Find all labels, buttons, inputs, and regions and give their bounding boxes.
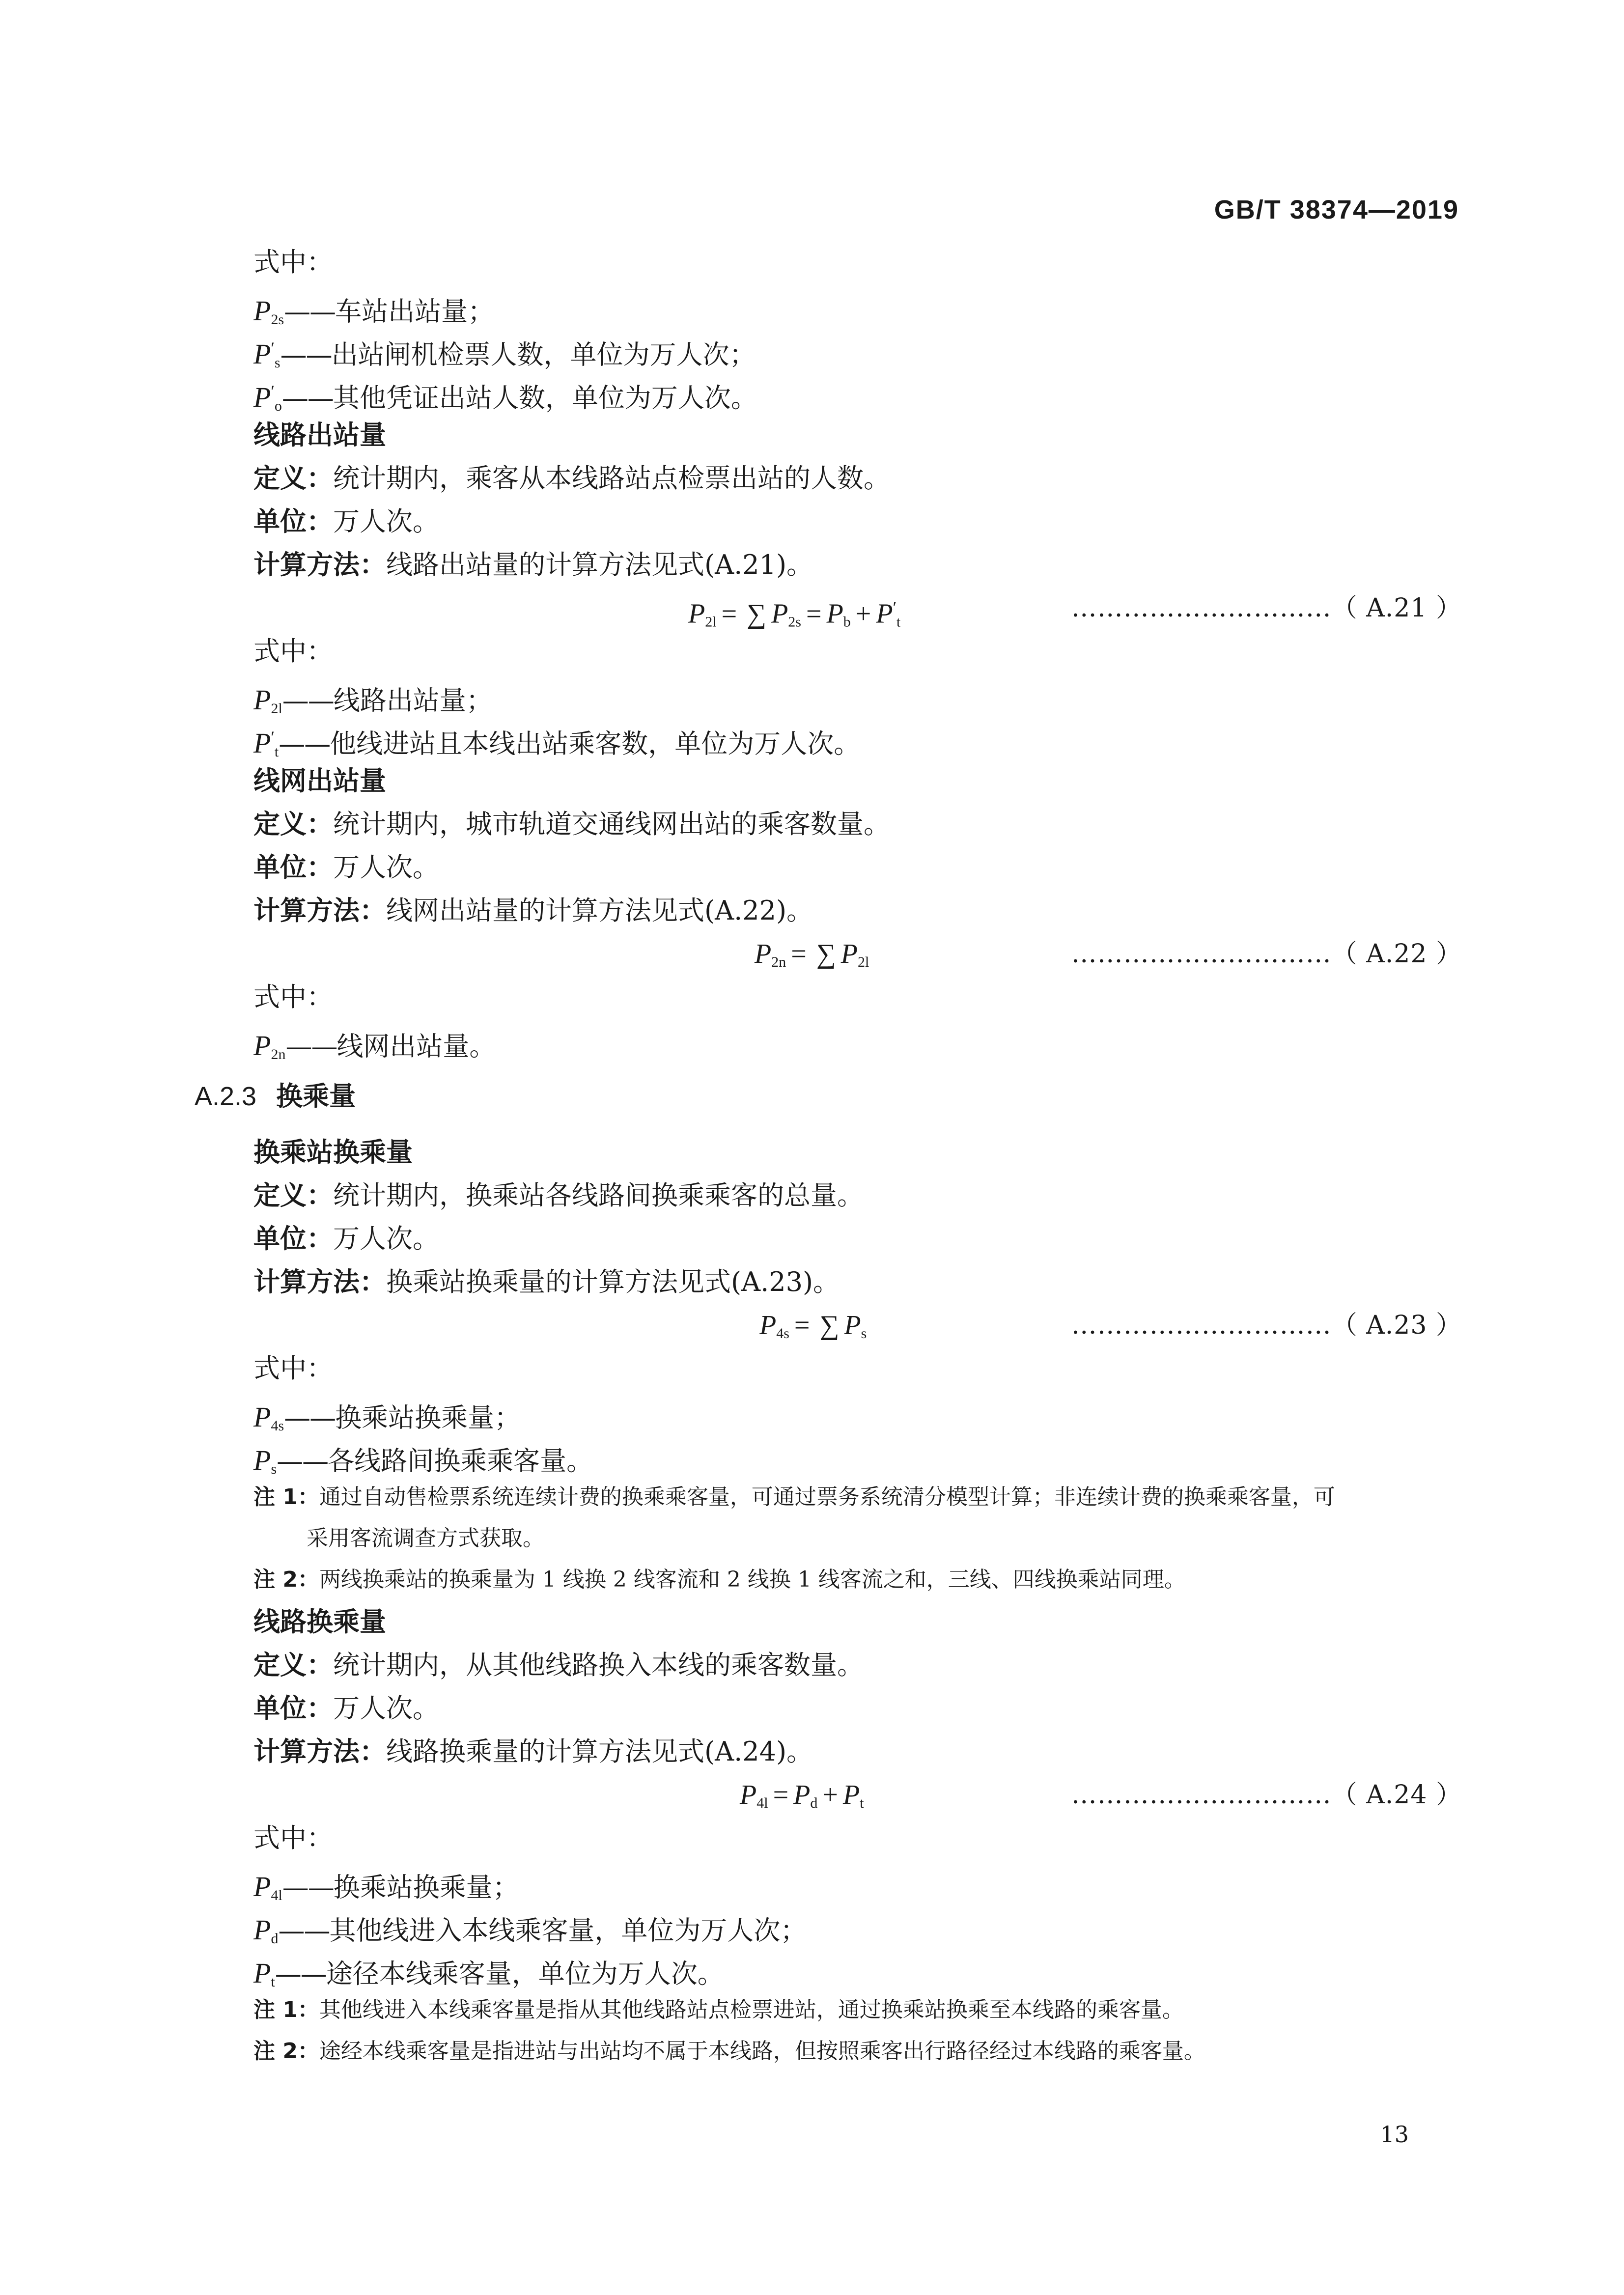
term-title-line-exit: 线路出站量 xyxy=(253,420,386,450)
definition-line: 定义：统计期内，城市轨道交通线网出站的乘客数量。 xyxy=(253,809,890,840)
variable-symbol: $P_{2l}$ xyxy=(253,684,282,717)
variable-symbol: $P'_s$ xyxy=(253,338,280,371)
term-title-line-transfer: 线路换乘量 xyxy=(253,1606,386,1637)
formula-number: …………………………（ A.21 ） xyxy=(1071,593,1462,623)
formula-expression: $P_{2n}$ = ∑ $P_{2l}$ xyxy=(755,939,869,970)
standard-code-header: GB/T 38374—2019 xyxy=(1214,195,1459,224)
method-line: 计算方法：换乘站换乘量的计算方法见式(A.23)。 xyxy=(253,1266,840,1297)
unit-line: 单位：万人次。 xyxy=(253,1223,439,1254)
variable-definition: $P_{2s}——$车站出站量； xyxy=(253,295,495,328)
variable-symbol: $P_{4l}$ xyxy=(253,1871,282,1904)
variable-definition: $P'_o——$其他凭证出站人数，单位为万人次。 xyxy=(253,381,757,415)
formula-a22 xyxy=(195,932,1462,976)
formula-expression: $P_{4s}$ = ∑ $P_s$ xyxy=(759,1310,867,1342)
page-number: 13 xyxy=(1380,2121,1409,2148)
method-line: 计算方法：线路换乘量的计算方法见式(A.24)。 xyxy=(253,1736,813,1767)
term-title-network-exit: 线网出站量 xyxy=(253,765,386,796)
where-label: 式中： xyxy=(253,981,333,1012)
variable-symbol: $P_t$ xyxy=(253,1957,275,1990)
section-heading xyxy=(195,1062,1462,1131)
variable-symbol: $P_{2n}$ xyxy=(253,1030,286,1063)
formula-a23 xyxy=(195,1304,1462,1347)
variable-definition: $P'_s——$出站闸机检票人数，单位为万人次； xyxy=(253,338,756,371)
variable-definition: $P'_t——$他线进站且本线出站乘客数，单位为万人次。 xyxy=(253,727,861,760)
where-label: 式中： xyxy=(253,247,333,278)
section-number: A.2.3 xyxy=(195,1082,257,1111)
variable-definition: $P_s——$各线路间换乘乘客量。 xyxy=(253,1444,593,1478)
unit-line: 单位：万人次。 xyxy=(253,506,439,537)
formula-a21 xyxy=(195,587,1462,630)
note-1: 注 1：通过自动售检票系统连续计费的换乘乘客量，可通过票务系统清分模型计算；非连续计费的换乘乘客量，可 采用客流调查方式获取。 xyxy=(253,1484,1335,1551)
term-title-station-transfer: 换乘站换乘量 xyxy=(253,1137,413,1168)
formula-expression: $P_{2l}$ = ∑ $P_{2s} = P_b + P'_t$ xyxy=(688,598,901,630)
variable-definition: $P_{4l}——$换乘站换乘量； xyxy=(253,1871,519,1904)
variable-definition: $P_{2n}——$线网出站量。 xyxy=(253,1030,496,1063)
variable-definition: $P_{4s}——$换乘站换乘量； xyxy=(253,1401,521,1434)
method-line: 计算方法：线路出站量的计算方法见式(A.21)。 xyxy=(253,549,813,580)
formula-expression: $P_{4l} = P_d + P_t$ xyxy=(740,1780,864,1811)
unit-line: 单位：万人次。 xyxy=(253,1693,439,1724)
note-2: 注 2：两线换乘站的换乘量为 1 线换 2 线客流和 2 线换 1 线客流之和，三线、四线换乘站同理。 xyxy=(253,1567,1186,1592)
variable-symbol: $P_d$ xyxy=(253,1914,279,1947)
formula-a24 xyxy=(195,1773,1462,1817)
method-line: 计算方法：线网出站量的计算方法见式(A.22)。 xyxy=(253,895,813,926)
variable-symbol: $P'_o$ xyxy=(253,381,282,415)
unit-line: 单位：万人次。 xyxy=(253,852,439,883)
variable-symbol: $P_{4s}$ xyxy=(253,1401,284,1434)
section-title: 换乘量 xyxy=(276,1081,356,1112)
variable-symbol: $P_{2s}$ xyxy=(253,295,284,328)
formula-number: …………………………（ A.23 ） xyxy=(1071,1311,1462,1340)
definition-line: 定义：统计期内，换乘站各线路间换乘乘客的总量。 xyxy=(253,1180,864,1211)
where-label: 式中： xyxy=(253,636,333,667)
definition-line: 定义：统计期内，乘客从本线路站点检票出站的人数。 xyxy=(253,463,890,494)
note-2: 注 2：途经本线乘客量是指进站与出站均不属于本线路，但按照乘客出行路径经过本线路的乘客量。 xyxy=(253,2039,1205,2064)
note-1: 注 1：其他线进入本线乘客量是指从其他线路站点检票进站，通过换乘站换乘至本线路的乘客量。 xyxy=(253,1997,1184,2022)
variable-symbol: $P_s$ xyxy=(253,1444,277,1478)
formula-number: …………………………（ A.24 ） xyxy=(1071,1780,1462,1810)
definition-line: 定义：统计期内，从其他线路换入本线的乘客数量。 xyxy=(253,1650,864,1680)
variable-definition: $P_t——$途径本线乘客量，单位为万人次。 xyxy=(253,1957,724,1990)
variable-definition: $P_{2l}——$线路出站量； xyxy=(253,684,493,717)
formula-number: …………………………（ A.22 ） xyxy=(1071,939,1462,969)
document-body xyxy=(195,241,1462,2072)
where-label: 式中： xyxy=(253,1353,333,1384)
variable-definition: $P_d——$其他线进入本线乘客量，单位为万人次； xyxy=(253,1914,807,1947)
variable-symbol: $P'_t$ xyxy=(253,727,279,760)
where-label: 式中： xyxy=(253,1822,333,1853)
